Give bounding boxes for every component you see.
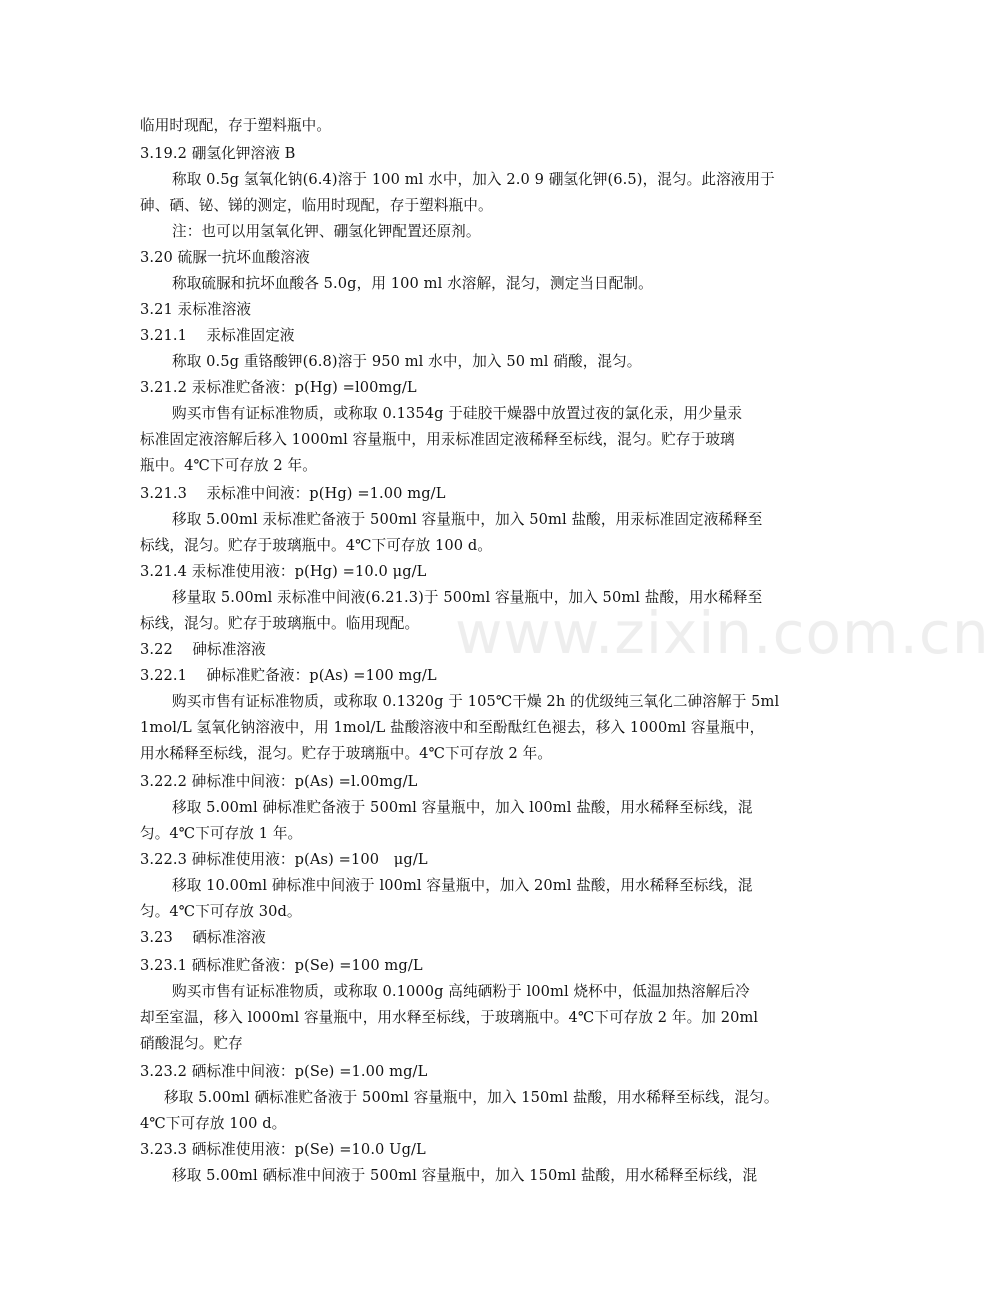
text-line: 临用时现配，存于塑料瓶中。 xyxy=(140,117,332,134)
section-heading: 3.22 砷标准溶液 xyxy=(140,641,266,658)
text-line: 称取 0.5g 重铬酸钾(6.8)溶于 950 ml 水中，加入 50 ml 硝酸，混匀。 xyxy=(172,353,642,370)
section-heading: 3.23 硒标准溶液 xyxy=(140,929,266,946)
watermark: www.zixin.com.cn xyxy=(455,599,990,667)
section-heading: 3.21.1 汞标准固定液 xyxy=(140,327,295,344)
section-heading: 3.21.3 汞标准中间液：p(Hg) =1.00 mg/L xyxy=(140,485,446,502)
text-line: 标准固定液溶解后移入 1000ml 容量瓶中，用汞标准固定液稀释至标线，混匀。贮存于玻璃 xyxy=(140,431,735,448)
text-line: 购买市售有证标准物质，或称取 0.1354g 于硅胶干燥器中放置过夜的氯化汞，用少量汞 xyxy=(172,405,743,422)
text-line: 4℃下可存放 100 d。 xyxy=(140,1115,287,1132)
text-line: 匀。4℃下可存放 1 年。 xyxy=(140,825,303,842)
text-line: 硝酸混匀。贮存 xyxy=(140,1035,243,1052)
text-line: 移取 5.00ml 汞标准贮备液于 500ml 容量瓶中，加入 50ml 盐酸，用汞标准固定液稀释至 xyxy=(172,511,763,528)
text-line: 移取 5.00ml 砷标准贮备液于 500ml 容量瓶中，加入 l00ml 盐酸，用水稀释至标线，混 xyxy=(172,799,753,816)
text-line: 移取 5.00ml 硒标准贮备液于 500ml 容量瓶中，加入 150ml 盐酸，用水稀释至标线，混匀。 xyxy=(164,1089,779,1106)
section-heading: 3.22.3 砷标准使用液：p(As) =100 μg/L xyxy=(140,851,428,868)
text-line: 移取 5.00ml 硒标准中间液于 500ml 容量瓶中，加入 150ml 盐酸，用水稀释至标线，混 xyxy=(172,1167,758,1184)
text-line: 匀。4℃下可存放 30d。 xyxy=(140,903,302,920)
text-line: 砷、硒、铋、锑的测定，临用时现配，存于塑料瓶中。 xyxy=(140,197,493,214)
section-heading: 3.21 汞标准溶液 xyxy=(140,301,252,318)
text-line: 用水稀释至标线，混匀。贮存于玻璃瓶中。4℃下可存放 2 年。 xyxy=(140,745,553,762)
text-line: 移取 10.00ml 砷标准中间液于 l00ml 容量瓶中，加入 20ml 盐酸，用水稀释至标线，混 xyxy=(172,877,753,894)
text-line: 购买市售有证标准物质，或称取 0.1000g 高纯硒粉于 l00ml 烧杯中，低温加热溶解后冷 xyxy=(172,983,750,1000)
section-heading: 3.23.1 硒标准贮备液：p(Se) =100 mg/L xyxy=(140,957,423,974)
text-line: 标线，混匀。贮存于玻璃瓶中。4℃下可存放 100 d。 xyxy=(140,537,493,554)
section-heading: 3.21.4 汞标准使用液：p(Hg) =10.0 μg/L xyxy=(140,563,427,580)
section-heading: 3.22.1 砷标准贮备液：p(As) =100 mg/L xyxy=(140,667,437,684)
section-heading: 3.22.2 砷标准中间液：p(As) =l.00mg/L xyxy=(140,773,418,790)
section-heading: 3.19.2 硼氢化钾溶液 B xyxy=(140,145,296,162)
text-line: 标线，混匀。贮存于玻璃瓶中。临用现配。 xyxy=(140,615,420,632)
text-line: 却至室温，移入 l000ml 容量瓶中，用水释至标线，于玻璃瓶中。4℃下可存放 2 年。加 20ml xyxy=(140,1009,759,1026)
note-line: 注：也可以用氢氧化钾、硼氢化钾配置还原剂。 xyxy=(172,223,481,240)
section-heading: 3.23.2 硒标准中间液：p(Se) =1.00 mg/L xyxy=(140,1063,428,1080)
text-line: 移量取 5.00ml 汞标准中间液(6.21.3)于 500ml 容量瓶中，加入 50ml 盐酸，用水稀释至 xyxy=(172,589,763,606)
section-heading: 3.20 硫脲一抗坏血酸溶液 xyxy=(140,249,310,266)
text-line: 1mol/L 氢氧化钠溶液中，用 1mol/L 盐酸溶液中和至酚酞红色褪去，移入 1000ml 容量瓶中， xyxy=(140,719,765,736)
text-line: 称取 0.5g 氢氧化钠(6.4)溶于 100 ml 水中，加入 2.0 9 硼氢化钾(6.5)，混匀。此溶液用于 xyxy=(172,171,775,188)
text-line: 购买市售有证标准物质，或称取 0.1320g 于 105℃干燥 2h 的优级纯三氧化二砷溶解于 5ml xyxy=(172,693,780,710)
section-heading: 3.23.3 硒标准使用液：p(Se) =10.0 Ug/L xyxy=(140,1141,426,1158)
text-line: 瓶中。4℃下可存放 2 年。 xyxy=(140,457,317,474)
section-heading: 3.21.2 汞标准贮备液：p(Hg) =l00mg/L xyxy=(140,379,417,396)
text-line: 称取硫脲和抗坏血酸各 5.0g，用 100 ml 水溶解，混匀，测定当日配制。 xyxy=(172,275,653,292)
